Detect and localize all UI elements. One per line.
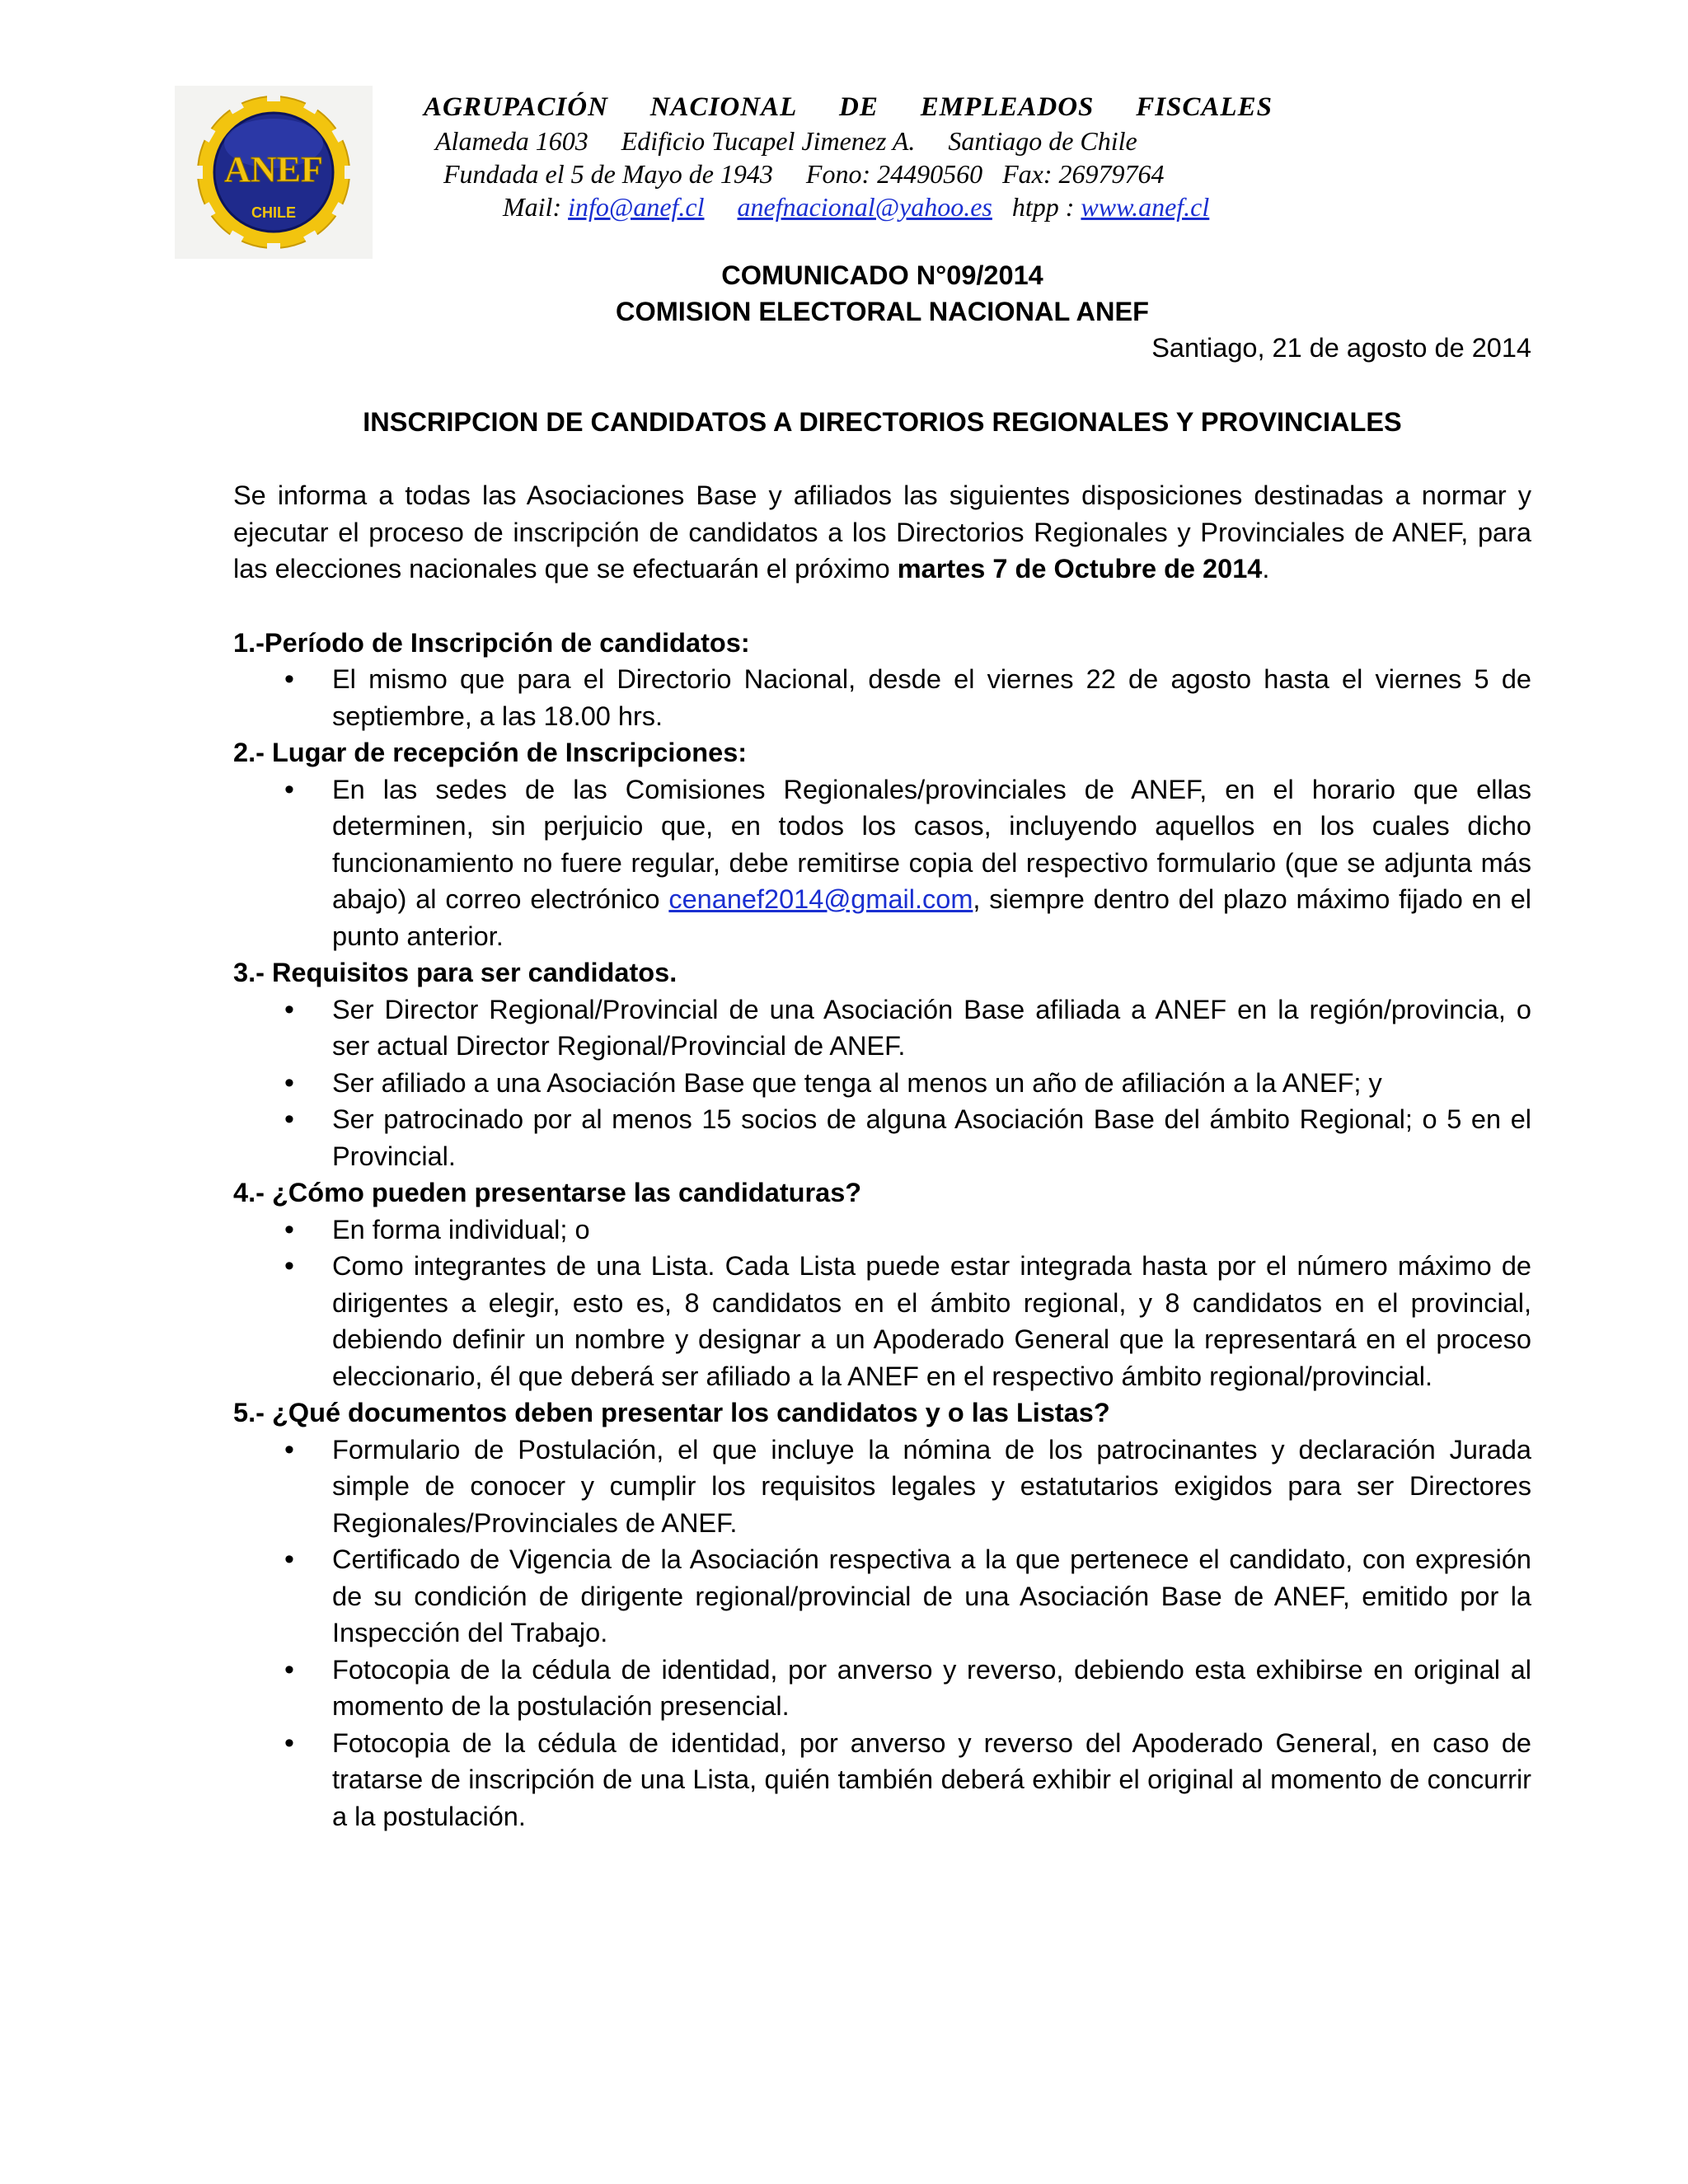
committee-name: COMISION ELECTORAL NACIONAL ANEF: [615, 297, 1150, 326]
document-body: [233, 257, 1531, 1835]
list-item: • Ser Director Regional/Provincial de una Asociación Base afiliada a ANEF en la región/provincia, o ser actual Director Regional/Provincial de ANEF.: [233, 991, 1531, 1065]
mail-label: Mail:: [503, 192, 569, 222]
email-link-cenanef[interactable]: cenanef2014@gmail.com: [668, 884, 973, 914]
address-line: Alameda 1603 Edificio Tucapel Jimenez A. Santiago de Chile: [435, 126, 1137, 156]
section-title-1: 1.-Período de Inscripción de candidatos:: [233, 627, 750, 658]
section-3-list: [233, 991, 1531, 1175]
email-link-info[interactable]: info@anef.cl: [568, 192, 705, 222]
list-item: • El mismo que para el Directorio Nacional, desde el viernes 22 de agosto hasta el viernes 5 de septiembre, a las 18.00 hrs.: [233, 661, 1531, 734]
logo-text-anef: ANEF: [224, 149, 323, 190]
logo-text-chile: CHILE: [251, 204, 296, 221]
list-item: • Formulario de Postulación, el que incluye la nómina de los patrocinantes y declaración Jurada simple de conocer y cumplir los requisitos legales y estatutarios exigidos para ser Directores Regionales/Provinciales de ANEF.: [233, 1432, 1531, 1542]
section-5-list: [233, 1432, 1531, 1835]
list-item: • En forma individual; o: [233, 1212, 1531, 1249]
section-4-list: [233, 1212, 1531, 1395]
section-title-2: 2.- Lugar de recepción de Inscripciones:: [233, 738, 748, 767]
website-link[interactable]: www.anef.cl: [1081, 192, 1210, 222]
gear-logo-icon: [175, 86, 373, 259]
anef-logo: [175, 86, 373, 259]
list-item: • Certificado de Vigencia de la Asociación respectiva a la que pertenece el candidato, con expresión de su condición de dirigente regional/provincial de una Asociación Base de ANEF, emitido por la Inspección del Trabajo.: [233, 1541, 1531, 1652]
email-link-anefnacional[interactable]: anefnacional@yahoo.es: [737, 192, 992, 222]
org-word: FISCALES: [1136, 92, 1273, 122]
election-date: martes 7 de Octubre de 2014: [897, 554, 1263, 583]
intro-paragraph: Se informa a todas las Asociaciones Base y afiliados las siguientes disposiciones destinadas a normar y ejecutar el proceso de inscripción de candidatos a los Directorios Regionales y Provinciales de ANEF, para las elecciones nacionales que se efectuarán el próximo martes 7 de Octubre de 2014.: [233, 480, 1531, 583]
list-item: • Fotocopia de la cédula de identidad, por anverso y reverso del Apoderado General, en caso de tratarse de inscripción de una Lista, quién también deberá exhibir el original al momento de concurrir a la postulación.: [233, 1725, 1531, 1835]
web-label: htpp :: [1011, 192, 1081, 222]
document-subject: INSCRIPCION DE CANDIDATOS A DIRECTORIOS REGIONALES Y PROVINCIALES: [363, 406, 1402, 437]
organization-name: [424, 92, 1273, 123]
communique-number: COMUNICADO N°09/2014: [721, 260, 1043, 290]
founded-phone-line: Fundada el 5 de Mayo de 1943 Fono: 24490560 Fax: 26979764: [443, 159, 1165, 189]
org-word: DE: [839, 92, 879, 122]
list-item: • En las sedes de las Comisiones Regionales/provinciales de ANEF, en el horario que ellas determinen, sin perjuicio que, en todos los casos, incluyendo aquellos en los cuales dicho funcionamiento no fuere regular, debe remitirse copia del respectivo formulario (que se adjunta más abajo) al correo electrónico cenanef2014@gmail.com, siempre dentro del plazo máximo fijado en el punto anterior.: [233, 771, 1531, 955]
section-1-list: [233, 661, 1531, 734]
org-word: AGRUPACIÓN: [424, 92, 608, 122]
org-word: EMPLEADOS: [920, 92, 1095, 122]
list-item: • Ser afiliado a una Asociación Base que tenga al menos un año de afiliación a la ANEF; y: [233, 1065, 1531, 1102]
letterhead: [387, 92, 1311, 223]
document-date: Santiago, 21 de agosto de 2014: [1151, 333, 1531, 363]
org-word: NACIONAL: [649, 92, 798, 122]
list-item: • Como integrantes de una Lista. Cada Lista puede estar integrada hasta por el número máximo de dirigentes a elegir, esto es, 8 candidatos en el ámbito regional, y 8 candidatos en el provincial, debiendo definir un nombre y designar a un Apoderado General que la representará en el proceso eleccionario, él que deberá ser afiliado a la ANEF en el respectivo ámbito regional/provincial.: [233, 1248, 1531, 1394]
section-title-5: 5.- ¿Qué documentos deben presentar los candidatos y o las Listas?: [233, 1398, 1110, 1427]
list-item: • Fotocopia de la cédula de identidad, por anverso y reverso, debiendo esta exhibirse en original al momento de la postulación presencial.: [233, 1652, 1531, 1725]
section-title-4: 4.- ¿Cómo pueden presentarse las candidaturas?: [233, 1178, 862, 1207]
contact-line: [503, 190, 1311, 223]
section-2-list: [233, 771, 1531, 955]
list-item: • Ser patrocinado por al menos 15 socios de alguna Asociación Base del ámbito Regional; o 5 en el Provincial.: [233, 1101, 1531, 1174]
section-title-3: 3.- Requisitos para ser candidatos.: [233, 958, 678, 987]
